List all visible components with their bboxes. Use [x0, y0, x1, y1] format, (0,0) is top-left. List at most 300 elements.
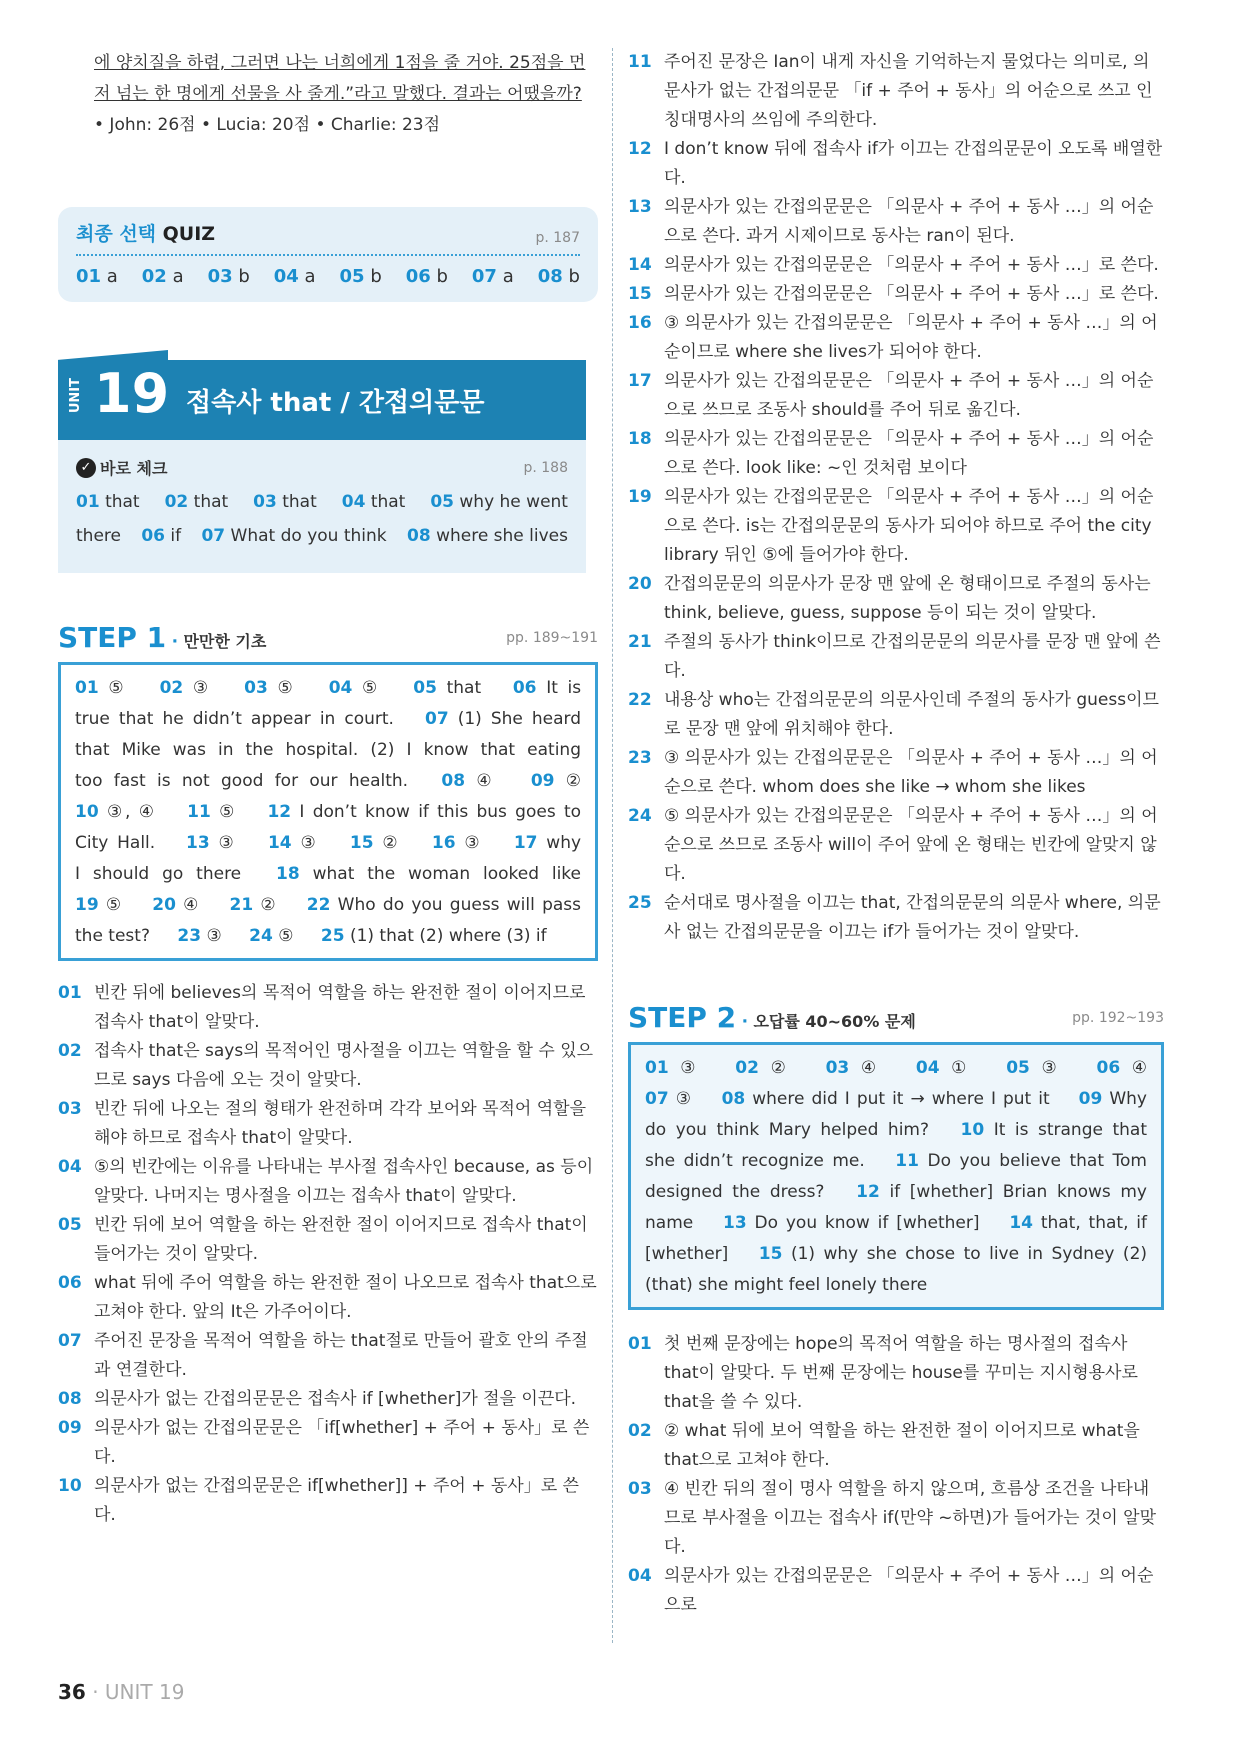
explanation-number: 03: [628, 1479, 652, 1499]
explanation-item: [628, 367, 1164, 425]
answer-row: [645, 1115, 1147, 1146]
answer-number: 19: [75, 895, 99, 915]
explanation-text: 순서대로 명사절을 이끄는 that, 간접의문문의 의문사 where, 의문사 없는 간접의문문을 이끄는 if가 들어가는 것이 알맞다.: [664, 893, 1161, 942]
answer-item: [342, 485, 406, 519]
answer-number: 12: [856, 1182, 880, 1202]
explanation-number: 12: [628, 139, 652, 159]
explanation-item: [628, 628, 1164, 686]
step1-answer-box: [58, 662, 598, 961]
answer-item: [722, 1089, 1050, 1109]
explanation-number: 01: [628, 1334, 652, 1354]
unit-banner: [58, 360, 598, 440]
answer-number: 06: [512, 678, 537, 698]
answer-item: [430, 485, 568, 519]
answer-number: 06: [141, 526, 165, 546]
answer-number: 02: [159, 678, 184, 698]
explanation-text: 접속사 that은 says의 목적어인 명사절을 이끄는 역할을 할 수 있으므로 says 다음에 오는 것이 알맞다.: [94, 1041, 594, 1090]
answer-value: a: [106, 266, 118, 287]
explanation-item: [58, 1269, 598, 1327]
answer-value: if [whether] Brian knows my: [889, 1182, 1147, 1202]
answer-number: 25: [320, 926, 345, 946]
answer-row: [75, 828, 581, 859]
answer-number: 07: [201, 526, 226, 546]
explanation-number: 14: [628, 255, 652, 275]
explanation-item: [628, 309, 1164, 367]
answer-number: 03: [244, 678, 268, 698]
explanation-item: [58, 1211, 598, 1269]
explanation-item: [628, 1417, 1164, 1475]
explanation-text: 의문사가 있는 간접의문문은 「의문사 + 주어 + 동사 …」의 어순으로: [664, 1566, 1154, 1615]
quiz-page: p. 187: [535, 230, 580, 246]
answer-value: It is: [546, 678, 582, 698]
answer-value: b: [370, 266, 382, 287]
answer-number: 07: [645, 1089, 669, 1109]
answer-value: ⑤: [219, 802, 238, 822]
answer-row: [75, 735, 581, 766]
answer-value: that: [282, 492, 317, 512]
explanation-text: 의문사가 없는 간접의문문은 접속사 if [whether]가 절을 이끈다.: [94, 1389, 577, 1409]
explanation-number: 03: [58, 1099, 82, 1119]
answer-value: It is strange that: [993, 1120, 1147, 1140]
answer-item: [735, 1058, 792, 1078]
answer-number: 04: [341, 492, 366, 512]
answer-value: ③: [464, 833, 483, 853]
answer-value: what the woman looked like: [312, 864, 582, 884]
answer-number: 09: [530, 771, 555, 791]
answer-value: b: [568, 266, 580, 287]
answer-value: ③: [1041, 1058, 1063, 1078]
answer-item: [75, 802, 157, 822]
answer-value: if: [170, 526, 182, 546]
answer-item: [75, 771, 408, 791]
explanation-text: ⑤의 빈칸에는 이유를 나타내는 부사절 접속사인 because, as 등이 알맞다. 나머지는 명사절을 이끄는 접속사 that이 알맞다.: [94, 1157, 594, 1206]
answer-item: [645, 1182, 824, 1202]
answer-value: that Mike was in the hospital. (2) I know that eating: [75, 740, 581, 760]
answer-item: [645, 1244, 728, 1264]
answer-value: (that) she might feel lonely there: [645, 1275, 928, 1295]
explanation-text: 첫 번째 문장에는 hope의 목적어 역할을 하는 명사절의 접속사 that이 알맞다. 두 번째 문장에는 house를 꾸미는 지시형용사로 that을 쓸 수 있다.: [664, 1334, 1138, 1412]
explanation-number: 16: [628, 313, 652, 333]
answer-value: too fast is not good for our health.: [75, 771, 409, 791]
answer-value: ③: [192, 678, 213, 698]
explanation-number: 07: [58, 1331, 82, 1351]
answer-item: [916, 1058, 973, 1078]
answer-value: ②: [382, 833, 402, 853]
answer-value: there: [76, 526, 121, 546]
explanation-number: 19: [628, 487, 652, 507]
answer-value: where she lives: [436, 526, 568, 546]
answer-value: ④: [476, 771, 498, 791]
answer-value: she didn’t recognize me.: [645, 1151, 865, 1171]
answer-number: 04: [915, 1058, 940, 1078]
answer-item: [201, 519, 386, 553]
answer-value: ④: [183, 895, 201, 915]
explanation-item: [58, 1327, 598, 1385]
answer-item: [1079, 1089, 1147, 1109]
quiz-answer: [538, 266, 580, 287]
answer-number: 14: [267, 833, 292, 853]
answer-number: 03: [207, 266, 233, 287]
answer-number: 05: [430, 492, 454, 512]
answer-value: ③: [300, 833, 320, 853]
answer-value: the test?: [75, 926, 150, 946]
step1-explanations-cont: [628, 48, 1164, 947]
answer-item: [249, 926, 293, 946]
answer-value: ⑤: [105, 895, 123, 915]
right-column: [628, 48, 1164, 1620]
quick-check-box: [58, 440, 586, 573]
answer-item: [276, 864, 581, 884]
answer-number: 10: [75, 802, 99, 822]
answer-item: [1009, 1213, 1147, 1233]
answer-value: where did I put it → where I put it: [752, 1089, 1050, 1109]
answer-item: [645, 1089, 693, 1109]
answer-row: [645, 1270, 1147, 1301]
answer-row: [75, 797, 581, 828]
footer-unit: UNIT 19: [104, 1680, 185, 1704]
answer-item: [513, 678, 581, 698]
answer-value: why he went: [459, 492, 568, 512]
answer-item: [307, 895, 581, 915]
answer-number: 01: [76, 492, 100, 512]
explanation-item: [628, 193, 1164, 251]
answer-item: [441, 771, 497, 791]
answer-item: [514, 833, 581, 853]
answer-value: ③, ④: [106, 802, 157, 822]
explanation-number: 23: [628, 748, 652, 768]
answer-item: [723, 1213, 979, 1233]
explanation-text: ③ 의문사가 있는 간접의문문은 「의문사 + 주어 + 동사 …」의 어순으로 쓴다. whom does she like → whom she likes: [664, 748, 1158, 797]
answer-number: 07: [471, 266, 497, 287]
quick-check-line: [76, 485, 568, 519]
answer-value: ④: [860, 1058, 883, 1078]
answer-number: 07: [425, 709, 449, 729]
step1-subtitle: 만만한 기초: [183, 632, 267, 651]
answer-value: ⑤: [278, 926, 294, 946]
explanation-item: [58, 1385, 598, 1414]
answer-item: [75, 709, 394, 729]
answer-number: 22: [306, 895, 331, 915]
explanation-item: [628, 135, 1164, 193]
intro-text: [58, 48, 598, 141]
quiz-answer: [406, 266, 448, 287]
explanation-number: 02: [628, 1421, 652, 1441]
explanation-text: 의문사가 있는 간접의문문은 「의문사 + 주어 + 동사 …」의 어순으로 쓴다. is는 간접의문문의 동사가 되어야 하므로 주어 the city library 뒤인 ⑤에 들어가야 한다.: [664, 487, 1154, 565]
explanation-number: 05: [58, 1215, 82, 1235]
unit-title: 접속사 that / 간접의문문: [186, 388, 485, 418]
answer-number: 01: [76, 266, 102, 287]
answer-item: [75, 864, 241, 884]
answer-item: [645, 1151, 865, 1171]
answer-value: (1) that (2) where (3) if: [349, 926, 547, 946]
answer-number: 12: [267, 802, 292, 822]
explanation-text: ④ 빈칸 뒤의 절이 명사 역할을 하지 않으며, 흐름상 조건을 나타내므로 부사절을 이끄는 접속사 if(만약 ~하면)가 들어가는 것이 알맞다.: [664, 1479, 1156, 1557]
explanation-number: 24: [628, 806, 652, 826]
left-column: [58, 48, 598, 1530]
answer-number: 05: [1006, 1058, 1030, 1078]
answer-item: [1006, 1058, 1063, 1078]
answer-value: a: [172, 266, 184, 287]
answer-item: [177, 926, 221, 946]
answer-value: name: [645, 1213, 694, 1233]
answer-number: 05: [413, 678, 437, 698]
answer-value: [whether]: [645, 1244, 729, 1264]
answer-number: 02: [141, 266, 167, 287]
explanation-text: 주어진 문장은 Ian이 내게 자신을 기억하는지 물었다는 의미로, 의문사가 없는 간접의문문 「if + 주어 + 동사」의 어순으로 쓰고 인칭대명사의 쓰임에 주의한다.: [664, 52, 1153, 130]
quiz-answer: [142, 266, 184, 287]
explanation-number: 09: [58, 1418, 82, 1438]
unit-number: 19: [94, 362, 170, 425]
answer-value: City Hall.: [75, 833, 156, 853]
column-divider: [612, 48, 613, 1643]
answer-number: 15: [349, 833, 374, 853]
answer-value: ③: [206, 926, 222, 946]
answer-value: that: [370, 492, 406, 512]
explanation-text: ⑤ 의문사가 있는 간접의문문은 「의문사 + 주어 + 동사 …」의 어순으로 쓰므로 조동사 will이 주어 앞에 온 형태는 빈칸에 알맞지 않다.: [664, 806, 1158, 884]
explanation-item: [58, 1095, 598, 1153]
answer-value: b: [238, 266, 250, 287]
answer-item: [141, 519, 181, 553]
page-number: 36: [58, 1680, 86, 1704]
answer-row: [75, 766, 581, 797]
explanation-number: 15: [628, 284, 652, 304]
answer-number: 11: [187, 802, 211, 822]
explanation-text: 의문사가 있는 간접의문문은 「의문사 + 주어 + 동사 …」로 쓴다.: [664, 255, 1159, 275]
explanation-item: [628, 1475, 1164, 1562]
step2-subtitle: 오답률 40~60% 문제: [753, 1012, 916, 1031]
answer-item: [160, 678, 213, 698]
explanation-item: [628, 483, 1164, 570]
intro-scores: • John: 26점 • Lucia: 20점 • Charlie: 23점: [94, 115, 441, 135]
answer-item: [253, 485, 317, 519]
answer-number: 23: [177, 926, 202, 946]
answer-row: [645, 1084, 1147, 1115]
answer-number: 03: [825, 1058, 850, 1078]
answer-row: [645, 1146, 1147, 1177]
answer-item: [856, 1182, 1147, 1202]
explanation-number: 06: [58, 1273, 82, 1293]
intro-line: 저 넘는 한 명에게 선물을 사 줄게.”라고 말했다. 결과는 어땠을까?: [94, 84, 582, 104]
step1-header: STEP 1 · 만만한 기초 pp. 189~191: [58, 621, 598, 654]
answer-value: do you think Mary helped him?: [645, 1120, 929, 1140]
answer-value: I don’t know if this bus goes to: [299, 802, 582, 822]
quiz-title: 최종 선택 QUIZ: [76, 223, 216, 245]
explanation-number: 10: [58, 1476, 82, 1496]
explanation-text: 의문사가 있는 간접의문문은 「의문사 + 주어 + 동사 …」의 어순으로 쓴다. look like: ~인 것처럼 보이다: [664, 429, 1154, 478]
step2-answer-box: [628, 1042, 1164, 1310]
quiz-answer: [340, 266, 382, 287]
answer-value: Do you know if [whether]: [754, 1213, 980, 1233]
answer-value: b: [436, 266, 448, 287]
explanation-number: 18: [628, 429, 652, 449]
answer-row: [75, 673, 581, 704]
answer-row: [645, 1208, 1147, 1239]
answer-item: [531, 771, 581, 791]
answer-value: a: [304, 266, 316, 287]
answer-row: [75, 859, 581, 890]
unit-label: UNIT: [68, 378, 83, 414]
answer-item: [645, 1120, 929, 1140]
explanation-number: 02: [58, 1041, 82, 1061]
explanation-number: 17: [628, 371, 652, 391]
answer-item: [895, 1151, 1147, 1171]
explanation-item: [628, 425, 1164, 483]
explanation-item: [628, 889, 1164, 947]
quiz-answer: [274, 266, 316, 287]
answer-number: 20: [152, 895, 176, 915]
answer-number: 16: [431, 833, 456, 853]
answer-value: I should go there: [75, 864, 242, 884]
step2-header: STEP 2 · 오답률 40~60% 문제 pp. 192~193: [628, 1001, 1164, 1034]
explanation-number: 11: [628, 52, 652, 72]
explanation-item: [628, 802, 1164, 889]
answer-number: 15: [758, 1244, 783, 1264]
answer-item: [186, 833, 237, 853]
answer-item: [407, 519, 568, 553]
answer-number: 11: [895, 1151, 919, 1171]
quiz-answer: [76, 266, 118, 287]
quiz-answer: [472, 266, 514, 287]
answer-number: 13: [723, 1213, 747, 1233]
explanation-item: [58, 979, 598, 1037]
explanation-text: 주어진 문장을 목적어 역할을 하는 that절로 만들어 괄호 안의 주절과 연결한다.: [94, 1331, 588, 1380]
explanation-item: [58, 1414, 598, 1472]
explanation-text: 의문사가 없는 간접의문문은 「if[whether] + 주어 + 동사」로 쓴다.: [94, 1418, 590, 1467]
answer-item: [645, 1213, 693, 1233]
explanation-number: 01: [58, 983, 82, 1003]
answer-number: 04: [328, 678, 353, 698]
answer-number: 02: [735, 1058, 759, 1078]
answer-item: [425, 709, 581, 729]
explanation-item: [58, 1472, 598, 1530]
explanation-text: 빈칸 뒤에 보어 역할을 하는 완전한 절이 이어지므로 접속사 that이 들어가는 것이 알맞다.: [94, 1215, 588, 1264]
explanation-text: 빈칸 뒤에 나오는 절의 형태가 완전하며 각각 보어와 목적어 역할을 해야 하므로 접속사 that이 알맞다.: [94, 1099, 587, 1148]
quick-check-title: ✓ 바로 체크: [76, 456, 167, 479]
quiz-answers: [76, 266, 580, 287]
answer-item: [645, 1275, 927, 1295]
answer-number: 08: [721, 1089, 746, 1109]
answer-item: [75, 678, 128, 698]
explanation-item: [628, 1330, 1164, 1417]
answer-value: (1) She heard: [457, 709, 582, 729]
answer-value: Do you believe that Tom: [927, 1151, 1147, 1171]
answer-number: 01: [645, 1058, 669, 1078]
answer-row: [645, 1053, 1147, 1084]
explanation-number: 13: [628, 197, 652, 217]
explanation-text: 간접의문문의 의문사가 문장 맨 앞에 온 형태이므로 주절의 동사는 think, believe, guess, suppose 등이 되는 것이 알맞다.: [664, 574, 1151, 623]
answer-value: ①: [951, 1058, 973, 1078]
answer-value: that, that, if: [1040, 1213, 1148, 1233]
answer-value: that: [193, 492, 229, 512]
answer-value: Who do you guess will pass: [337, 895, 582, 915]
step2-page: pp. 192~193: [1072, 1009, 1164, 1026]
answer-value: designed the dress?: [645, 1182, 825, 1202]
answer-value: Why: [1109, 1089, 1147, 1109]
answer-item: [645, 1058, 702, 1078]
step2-title: STEP 2: [628, 1001, 737, 1034]
answer-row: [645, 1177, 1147, 1208]
explanation-text: I don’t know 뒤에 접속사 if가 이끄는 간접의문문이 오도록 배열한다.: [664, 139, 1163, 188]
explanation-text: 의문사가 있는 간접의문문은 「의문사 + 주어 + 동사 …」의 어순으로 쓴다. 과거 시제이므로 동사는 ran이 된다.: [664, 197, 1154, 246]
answer-item: [75, 895, 123, 915]
explanation-text: 내용상 who는 간접의문문의 의문사인데 주절의 동사가 guess이므로 문장 맨 앞에 위치해야 한다.: [664, 690, 1159, 739]
answer-number: 14: [1009, 1213, 1033, 1233]
explanation-text: 의문사가 있는 간접의문문은 「의문사 + 주어 + 동사 …」의 어순으로 쓰므로 조동사 should를 주어 뒤로 옮긴다.: [664, 371, 1154, 420]
answer-value: ⑤: [362, 678, 382, 698]
answer-value: ⑤: [108, 678, 128, 698]
answer-number: 13: [186, 833, 210, 853]
step1-explanations: [58, 979, 598, 1530]
answer-row: [75, 921, 581, 952]
answer-value: that: [105, 492, 140, 512]
answer-value: ②: [770, 1058, 792, 1078]
explanation-number: 20: [628, 574, 652, 594]
answer-number: 06: [405, 266, 431, 287]
answer-value: that: [446, 678, 482, 698]
answer-value: ②: [565, 771, 582, 791]
answer-number: 08: [441, 771, 466, 791]
explanation-item: [628, 1562, 1164, 1620]
answer-item: [187, 802, 237, 822]
answer-value: ④: [1131, 1058, 1147, 1078]
explanation-item: [58, 1153, 598, 1211]
explanation-item: [628, 48, 1164, 135]
step2-explanations: [628, 1330, 1164, 1620]
answer-row: [75, 890, 581, 921]
answer-value: ③: [218, 833, 238, 853]
explanation-number: 22: [628, 690, 652, 710]
explanation-text: 의문사가 없는 간접의문문은 if[whether]] + 주어 + 동사」로 쓴다.: [94, 1476, 579, 1525]
explanation-item: [628, 744, 1164, 802]
answer-value: ③: [675, 1089, 693, 1109]
answer-value: ②: [260, 895, 278, 915]
answer-number: 08: [537, 266, 563, 287]
quick-check-page: p. 188: [523, 459, 568, 476]
explanation-item: [628, 251, 1164, 280]
answer-item: [329, 678, 382, 698]
answer-number: 02: [164, 492, 189, 512]
step1-page: pp. 189~191: [506, 629, 598, 646]
answer-number: 06: [1096, 1058, 1121, 1078]
answer-number: 05: [339, 266, 365, 287]
intro-line: 에 양치질을 하렴, 그러면 나는 너희에게 1점을 줄 거야. 25점을 먼: [94, 53, 586, 73]
answer-number: 10: [960, 1120, 985, 1140]
explanation-number: 04: [58, 1157, 82, 1177]
explanation-item: [628, 280, 1164, 309]
answer-item: [244, 678, 297, 698]
answer-item: [230, 895, 278, 915]
answer-item: [350, 833, 401, 853]
answer-value: ⑤: [277, 678, 297, 698]
answer-row: [75, 704, 581, 735]
step1-title: STEP 1: [58, 621, 167, 654]
answer-item: [321, 926, 547, 946]
answer-item: [268, 833, 319, 853]
answer-value: a: [502, 266, 514, 287]
answer-number: 01: [75, 678, 99, 698]
explanation-number: 25: [628, 893, 652, 913]
answer-item: [267, 802, 581, 822]
explanation-text: ② what 뒤에 보어 역할을 하는 완전한 절이 이어지므로 what을 that으로 고쳐야 한다.: [664, 1421, 1140, 1470]
explanation-item: [628, 686, 1164, 744]
explanation-text: ③ 의문사가 있는 간접의문문은 「의문사 + 주어 + 동사 …」의 어순이므로 where she lives가 되어야 한다.: [664, 313, 1158, 362]
quiz-answer: [208, 266, 250, 287]
explanation-text: 주절의 동사가 think이므로 간접의문문의 의문사를 문장 맨 앞에 쓴다.: [664, 632, 1161, 681]
answer-item: [413, 678, 481, 698]
explanation-text: 의문사가 있는 간접의문문은 「의문사 + 주어 + 동사 …」로 쓴다.: [664, 284, 1159, 304]
answer-row: [645, 1239, 1147, 1270]
answer-value: What do you think: [230, 526, 387, 546]
